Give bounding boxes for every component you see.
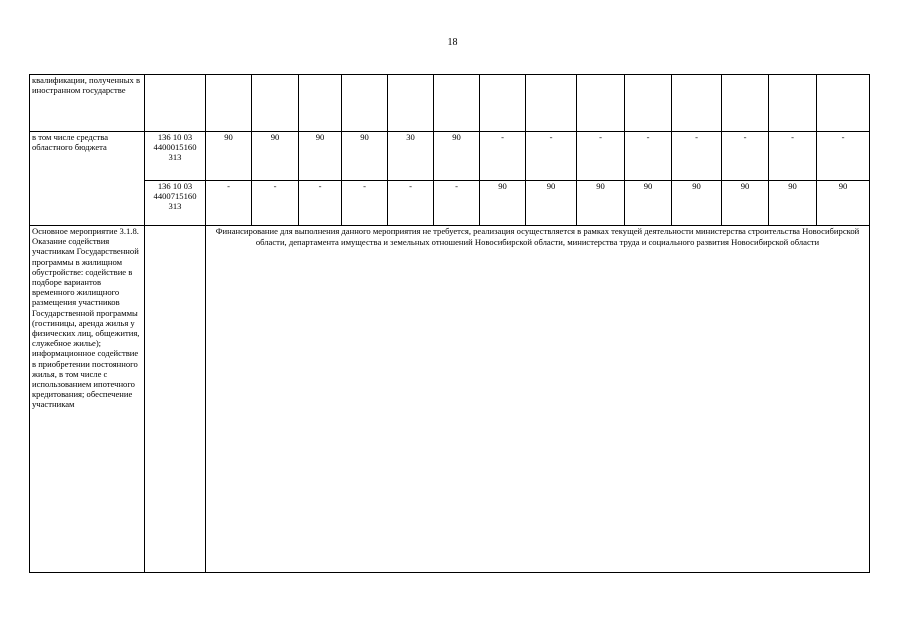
value-cell: -	[206, 181, 252, 226]
value-cell-empty	[672, 75, 722, 132]
value-cell: 90	[769, 181, 817, 226]
value-cell: 90	[342, 132, 388, 181]
table-row-main-activity	[30, 226, 870, 573]
financing-note: Финансирование для выполнения данного мероприятия не требуется, реализация осуществляется в рамках текущей деятельности министерства строительства Новосибирской области, департамента имущества и земельных отношений Новосибирской области, министерства труда и социального развития Новосибирской области	[206, 226, 870, 573]
value-cell: -	[577, 132, 625, 181]
value-cell: -	[769, 132, 817, 181]
table-row-regional-budget-2	[30, 181, 870, 226]
value-cell: 90	[252, 132, 299, 181]
value-cell-empty	[206, 75, 252, 132]
value-cell: 90	[577, 181, 625, 226]
value-cell-empty	[722, 75, 769, 132]
value-cell: 90	[817, 181, 870, 226]
value-cell: 90	[206, 132, 252, 181]
value-cell-empty	[526, 75, 577, 132]
value-cell-empty	[769, 75, 817, 132]
value-cell: 90	[625, 181, 672, 226]
program-table	[29, 74, 870, 573]
value-cell: -	[252, 181, 299, 226]
value-cell: 90	[480, 181, 526, 226]
value-cell: 90	[722, 181, 769, 226]
value-cell-empty	[625, 75, 672, 132]
row-name-regional-budget: в том числе средства областного бюджета	[30, 132, 145, 226]
row-name-main-activity: Основное мероприятие 3.1.8. Оказание содействия участникам Государственной программы в жилищном обустройстве: содействие в подборе вариантов временного жилищного размещения участников Государственной программы (гостиницы, аренда жилья у физических лиц, общежития, служебное жилье); информационное содействие в приобретении постоянного жилья, в том числе с использованием ипотечного кредитования; обеспечение участникам	[30, 226, 145, 573]
row-name-qualification: квалификации, полученных в иностранном государстве	[30, 75, 145, 132]
value-cell-empty	[577, 75, 625, 132]
budget-code-cell: 136 10 03 4400015160 313	[145, 132, 206, 181]
value-cell-empty	[252, 75, 299, 132]
page-number: 18	[447, 37, 458, 48]
value-cell: 30	[388, 132, 434, 181]
code-cell-empty	[145, 226, 206, 573]
value-cell: 90	[299, 132, 342, 181]
code-cell-empty	[145, 75, 206, 132]
table-row-regional-budget-1	[30, 132, 870, 181]
value-cell: -	[342, 181, 388, 226]
value-cell: -	[299, 181, 342, 226]
value-cell: 90	[526, 181, 577, 226]
value-cell: 90	[434, 132, 480, 181]
value-cell-empty	[434, 75, 480, 132]
value-cell-empty	[342, 75, 388, 132]
value-cell: -	[388, 181, 434, 226]
value-cell: -	[722, 132, 769, 181]
value-cell: -	[526, 132, 577, 181]
budget-code-cell: 136 10 03 4400715160 313	[145, 181, 206, 226]
value-cell-empty	[388, 75, 434, 132]
value-cell: -	[434, 181, 480, 226]
value-cell: -	[817, 132, 870, 181]
value-cell: -	[672, 132, 722, 181]
table-row-qualification	[30, 75, 870, 132]
value-cell-empty	[817, 75, 870, 132]
value-cell-empty	[299, 75, 342, 132]
value-cell: -	[625, 132, 672, 181]
value-cell-empty	[480, 75, 526, 132]
value-cell: -	[480, 132, 526, 181]
value-cell: 90	[672, 181, 722, 226]
